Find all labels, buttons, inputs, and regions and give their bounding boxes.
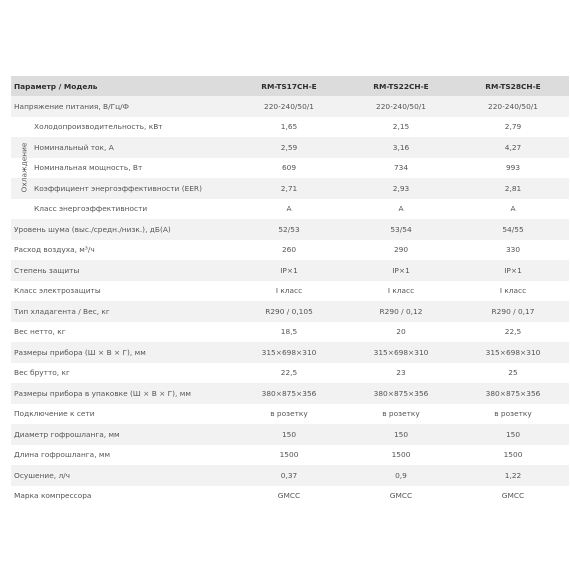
table-row — [11, 219, 569, 240]
row-value: 150 — [345, 424, 457, 445]
row-value: 2,71 — [233, 178, 345, 199]
spec-table — [11, 76, 569, 506]
row-value: GMCC — [345, 486, 457, 507]
row-value: 609 — [233, 158, 345, 179]
row-value: 150 — [457, 424, 569, 445]
row-param-name: Холодопроизводительность, кВт — [11, 117, 233, 138]
row-value: IP×1 — [345, 260, 457, 281]
header-model: RM-TS22CH-E — [345, 76, 457, 96]
table-row — [11, 301, 569, 322]
row-param-name: Диаметр гофрошланга, мм — [11, 424, 233, 445]
row-value: 1500 — [345, 445, 457, 466]
row-value: 315×698×310 — [233, 342, 345, 363]
row-value: 220-240/50/1 — [345, 96, 457, 117]
row-param-name: Осушение, л/ч — [11, 465, 233, 486]
row-value: 1,65 — [233, 117, 345, 138]
table-row — [11, 260, 569, 281]
row-param-name: Размеры прибора в упаковке (Ш × В × Г), мм — [11, 383, 233, 404]
row-value: 1500 — [457, 445, 569, 466]
row-value: 18,5 — [233, 322, 345, 343]
row-value: 993 — [457, 158, 569, 179]
row-param-name: Вес нетто, кг — [11, 322, 233, 343]
table-row — [11, 199, 569, 220]
row-value: 53/54 — [345, 219, 457, 240]
row-value: I класс — [233, 281, 345, 302]
table-row — [11, 158, 569, 179]
header-model: RM-TS28CH-E — [457, 76, 569, 96]
row-value: R290 / 0,17 — [457, 301, 569, 322]
table-row — [11, 363, 569, 384]
row-param-name: Степень защиты — [11, 260, 233, 281]
row-param-name: Уровень шума (выс./средн./низк.), дБ(А) — [11, 219, 233, 240]
table-body — [11, 96, 569, 506]
table-row — [11, 383, 569, 404]
table-row — [11, 96, 569, 117]
row-param-name: Класс энергоэффективности — [11, 199, 233, 220]
row-param-name: Марка компрессора — [11, 486, 233, 507]
row-param-name: Вес брутто, кг — [11, 363, 233, 384]
table-row — [11, 240, 569, 261]
table-row — [11, 424, 569, 445]
row-value: R290 / 0,12 — [345, 301, 457, 322]
table-row — [11, 178, 569, 199]
table-row — [11, 465, 569, 486]
row-value: 1500 — [233, 445, 345, 466]
table-row — [11, 404, 569, 425]
row-value: 315×698×310 — [345, 342, 457, 363]
row-value: A — [457, 199, 569, 220]
row-value: 380×875×356 — [345, 383, 457, 404]
header-param: Параметр / Модель — [11, 76, 233, 96]
row-value: 22,5 — [233, 363, 345, 384]
row-value: 2,79 — [457, 117, 569, 138]
header-model: RM-TS17CH-E — [233, 76, 345, 96]
row-value: I класс — [457, 281, 569, 302]
table-row — [11, 137, 569, 158]
row-value: 150 — [233, 424, 345, 445]
row-value: 260 — [233, 240, 345, 261]
row-param-name: Номинальная мощность, Вт — [11, 158, 233, 179]
table-row — [11, 117, 569, 138]
table-row — [11, 486, 569, 507]
row-param-name: Подключение к сети — [11, 404, 233, 425]
row-value: A — [345, 199, 457, 220]
row-param-name: Расход воздуха, м³/ч — [11, 240, 233, 261]
row-value: в розетку — [345, 404, 457, 425]
row-value: 3,16 — [345, 137, 457, 158]
row-value: 20 — [345, 322, 457, 343]
row-value: I класс — [345, 281, 457, 302]
row-value: GMCC — [233, 486, 345, 507]
row-value: 2,93 — [345, 178, 457, 199]
table-row — [11, 342, 569, 363]
row-value: 315×698×310 — [457, 342, 569, 363]
table-row — [11, 445, 569, 466]
row-value: 2,15 — [345, 117, 457, 138]
table-header-row — [11, 76, 569, 96]
row-value: 4,27 — [457, 137, 569, 158]
row-value: 22,5 — [457, 322, 569, 343]
row-value: в розетку — [457, 404, 569, 425]
row-value: IP×1 — [457, 260, 569, 281]
row-value: 330 — [457, 240, 569, 261]
row-value: 734 — [345, 158, 457, 179]
row-value: 380×875×356 — [457, 383, 569, 404]
row-value: 1,22 — [457, 465, 569, 486]
row-value: 0,37 — [233, 465, 345, 486]
row-param-name: Номинальный ток, А — [11, 137, 233, 158]
table-row — [11, 281, 569, 302]
row-param-name: Размеры прибора (Ш × В × Г), мм — [11, 342, 233, 363]
row-value: 220-240/50/1 — [457, 96, 569, 117]
row-value: 2,81 — [457, 178, 569, 199]
row-param-name: Напряжение питания, В/Гц/Ф — [11, 96, 233, 117]
row-value: 380×875×356 — [233, 383, 345, 404]
row-value: A — [233, 199, 345, 220]
row-value: в розетку — [233, 404, 345, 425]
row-param-name: Тип хладагента / Вес, кг — [11, 301, 233, 322]
row-value: IP×1 — [233, 260, 345, 281]
row-value: R290 / 0,105 — [233, 301, 345, 322]
row-value: 23 — [345, 363, 457, 384]
row-value: 52/53 — [233, 219, 345, 240]
row-value: 0,9 — [345, 465, 457, 486]
row-value: 54/55 — [457, 219, 569, 240]
row-value: 25 — [457, 363, 569, 384]
row-value: GMCC — [457, 486, 569, 507]
row-value: 220-240/50/1 — [233, 96, 345, 117]
table-row — [11, 322, 569, 343]
row-value: 2,59 — [233, 137, 345, 158]
group-label-text: Охлаждение — [19, 142, 29, 193]
row-value: 290 — [345, 240, 457, 261]
row-param-name: Коэффициент энергоэффективности (EER) — [11, 178, 233, 199]
row-param-name: Класс электрозащиты — [11, 281, 233, 302]
row-param-name: Длина гофрошланга, мм — [11, 445, 233, 466]
